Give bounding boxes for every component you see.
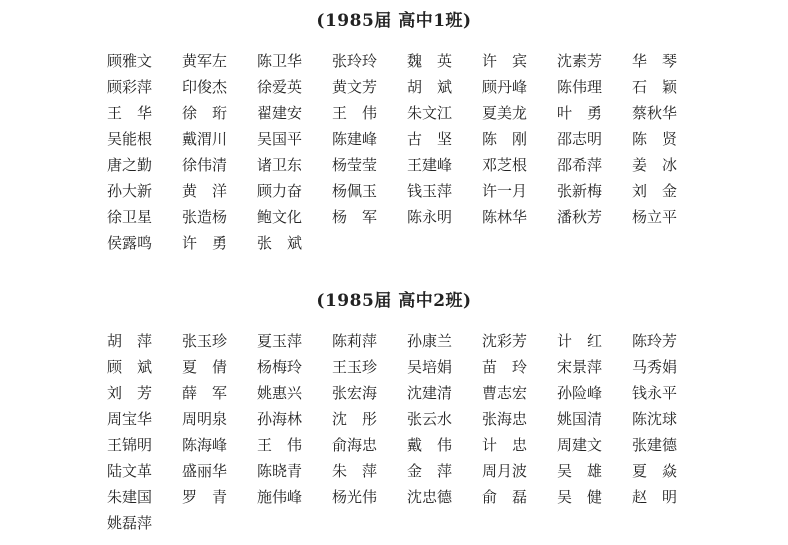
student-name: 戴 伟 <box>407 436 452 454</box>
student-name: 张云水 <box>407 410 453 428</box>
student-name: 张建德 <box>632 436 678 454</box>
student-name: 钱永平 <box>632 384 678 402</box>
student-name: 陈永明 <box>407 208 453 226</box>
student-name: 张海忠 <box>482 410 528 428</box>
student-name: 古 坚 <box>407 130 452 148</box>
student-name: 杨立平 <box>632 208 678 226</box>
student-name: 陈卫华 <box>257 52 303 70</box>
student-name: 杨 军 <box>332 208 377 226</box>
student-name: 计 红 <box>557 332 602 350</box>
student-name: 吴培娟 <box>407 358 453 376</box>
student-name: 杨梅玲 <box>257 358 303 376</box>
student-name: 诸卫东 <box>257 156 303 174</box>
name-grid <box>107 328 788 536</box>
student-name: 夏美龙 <box>482 104 528 122</box>
section-title: (1985届 高中2班) <box>316 291 472 311</box>
student-name: 沈 彤 <box>332 410 377 428</box>
student-name: 许 宾 <box>482 52 527 70</box>
student-name: 王玉珍 <box>332 358 378 376</box>
student-name: 张 斌 <box>257 234 302 252</box>
student-name: 蔡秋华 <box>632 104 678 122</box>
student-name: 顾力奋 <box>257 182 303 200</box>
student-name: 施伟峰 <box>257 488 303 506</box>
student-name: 王 伟 <box>257 436 302 454</box>
student-name: 钱玉萍 <box>407 182 453 200</box>
student-name: 许 勇 <box>182 234 227 252</box>
student-name: 华 琴 <box>632 52 677 70</box>
class-1-section <box>0 8 788 256</box>
student-name: 周建文 <box>557 436 603 454</box>
student-name: 夏玉萍 <box>257 332 303 350</box>
student-name: 张造杨 <box>182 208 228 226</box>
name-grid <box>107 48 788 256</box>
student-name: 顾雅文 <box>107 52 153 70</box>
student-name: 吴国平 <box>257 130 303 148</box>
student-name: 潘秋芳 <box>557 208 603 226</box>
student-name: 赵 明 <box>632 488 677 506</box>
student-name: 朱 萍 <box>332 462 377 480</box>
student-name: 陈玲芳 <box>632 332 678 350</box>
student-name: 孙险峰 <box>557 384 603 402</box>
student-name: 石 颖 <box>632 78 677 96</box>
student-name: 吴能根 <box>107 130 153 148</box>
student-name: 戴渭川 <box>182 130 228 148</box>
student-name: 姚惠兴 <box>257 384 303 402</box>
student-name: 薛 军 <box>182 384 227 402</box>
student-name: 苗 玲 <box>482 358 527 376</box>
student-name: 印俊杰 <box>182 78 228 96</box>
student-name: 陈伟理 <box>557 78 603 96</box>
student-name: 刘 芳 <box>107 384 152 402</box>
student-name: 陈晓青 <box>257 462 303 480</box>
student-name: 周宝华 <box>107 410 153 428</box>
student-name: 陆文革 <box>107 462 153 480</box>
student-name: 沈忠德 <box>407 488 453 506</box>
student-name: 周月波 <box>482 462 528 480</box>
student-name: 王 华 <box>107 104 152 122</box>
student-name: 姚国清 <box>557 410 603 428</box>
student-name: 王锦明 <box>107 436 153 454</box>
student-name: 周明泉 <box>182 410 228 428</box>
student-name: 王建峰 <box>407 156 453 174</box>
student-name: 朱建国 <box>107 488 153 506</box>
student-name: 沈素芳 <box>557 52 603 70</box>
student-name: 翟建安 <box>257 104 303 122</box>
student-name: 黄文芳 <box>332 78 378 96</box>
student-name: 鲍文化 <box>257 208 303 226</box>
student-name: 陈建峰 <box>332 130 378 148</box>
student-name: 徐卫星 <box>107 208 153 226</box>
student-name: 黄 洋 <box>182 182 227 200</box>
student-name: 陈海峰 <box>182 436 228 454</box>
student-name: 杨莹莹 <box>332 156 378 174</box>
section-title: (1985届 高中1班) <box>316 11 472 31</box>
student-name: 夏 焱 <box>632 462 677 480</box>
student-name: 陈沈球 <box>632 410 678 428</box>
student-name: 姜 冰 <box>632 156 677 174</box>
student-name: 盛丽华 <box>182 462 228 480</box>
student-name: 沈彩芳 <box>482 332 528 350</box>
student-name: 陈 贤 <box>632 130 677 148</box>
student-name: 张宏海 <box>332 384 378 402</box>
student-name: 胡 斌 <box>407 78 452 96</box>
student-name: 黄军左 <box>182 52 228 70</box>
student-name: 张新梅 <box>557 182 603 200</box>
student-name: 邵志明 <box>557 130 603 148</box>
student-name: 叶 勇 <box>557 104 602 122</box>
student-name: 魏 英 <box>407 52 452 70</box>
student-name: 邓芝根 <box>482 156 528 174</box>
student-name: 顾 斌 <box>107 358 152 376</box>
class-2-section <box>0 288 788 536</box>
student-name: 马秀娟 <box>632 358 678 376</box>
student-name: 张玉珍 <box>182 332 228 350</box>
student-name: 顾彩萍 <box>107 78 153 96</box>
student-name: 计 忠 <box>482 436 527 454</box>
student-name: 邵希萍 <box>557 156 603 174</box>
student-name: 顾丹峰 <box>482 78 528 96</box>
student-name: 陈莉萍 <box>332 332 378 350</box>
student-name: 吴 健 <box>557 488 602 506</box>
student-name: 杨光伟 <box>332 488 378 506</box>
student-name: 张玲玲 <box>332 52 378 70</box>
student-name: 许一月 <box>482 182 528 200</box>
student-name: 夏 倩 <box>182 358 227 376</box>
student-name: 吴 雄 <box>557 462 602 480</box>
student-name: 孙康兰 <box>407 332 453 350</box>
student-name: 唐之勤 <box>107 156 153 174</box>
student-name: 沈建清 <box>407 384 453 402</box>
student-name: 俞海忠 <box>332 436 378 454</box>
student-name: 刘 金 <box>632 182 677 200</box>
student-name: 金 萍 <box>407 462 452 480</box>
student-name: 罗 青 <box>182 488 227 506</box>
student-name: 徐伟清 <box>182 156 228 174</box>
student-name: 侯露鸣 <box>107 234 153 252</box>
student-name: 孙大新 <box>107 182 153 200</box>
student-name: 徐 珩 <box>182 104 227 122</box>
student-name: 孙海林 <box>257 410 303 428</box>
student-name: 胡 萍 <box>107 332 152 350</box>
student-name: 俞 磊 <box>482 488 527 506</box>
student-name: 王 伟 <box>332 104 377 122</box>
student-name: 陈 刚 <box>482 130 527 148</box>
student-name: 徐爱英 <box>257 78 303 96</box>
student-name: 陈林华 <box>482 208 528 226</box>
student-name: 曹志宏 <box>482 384 528 402</box>
student-name: 杨佩玉 <box>332 182 378 200</box>
student-name: 姚磊萍 <box>107 514 153 532</box>
student-name: 宋景萍 <box>557 358 603 376</box>
student-name: 朱文江 <box>407 104 453 122</box>
